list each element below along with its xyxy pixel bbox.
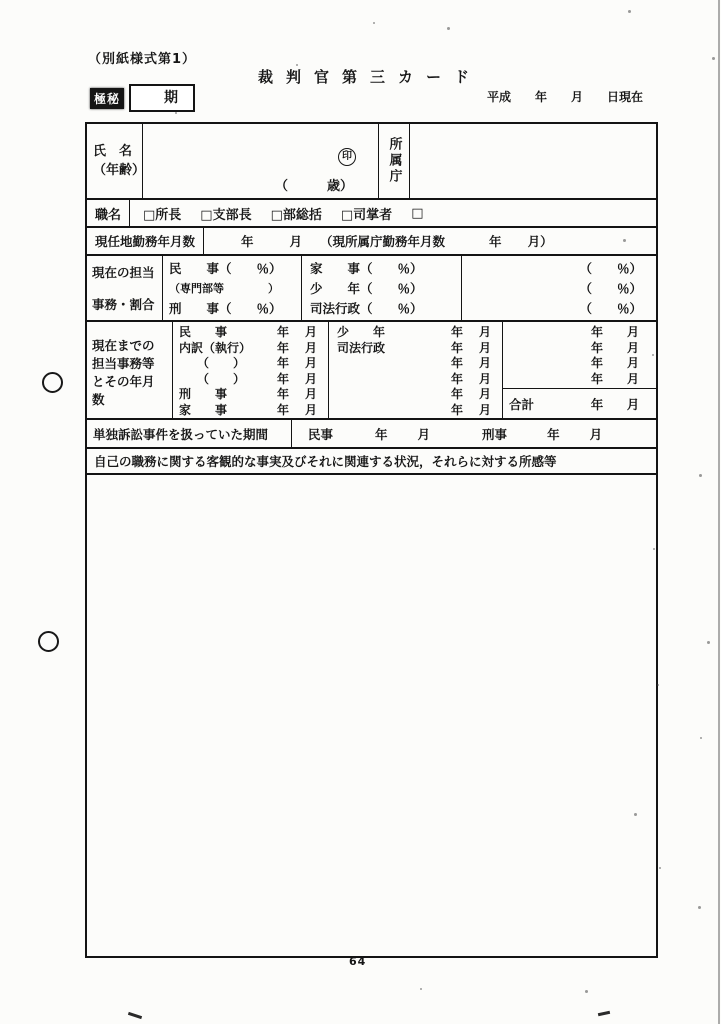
scan-speck — [447, 27, 450, 30]
duty-admin: 司法行政（ ％） — [310, 301, 423, 316]
name-label-line1: 氏 名 — [93, 144, 133, 159]
duty-other-2: （ ％） — [579, 281, 642, 296]
scan-speck — [652, 354, 654, 356]
solo-criminal: 刑事 — [482, 426, 508, 442]
punch-hole — [42, 372, 63, 393]
scan-speck — [175, 112, 177, 114]
duty-other-3: （ ％） — [579, 301, 642, 316]
duty-col-civil — [163, 256, 302, 320]
scan-speck — [698, 906, 701, 909]
scan-speck — [628, 10, 631, 13]
term-number-box — [129, 84, 195, 112]
scan-edge-artifact — [718, 0, 720, 1024]
history-total-row: 合計 年 月 — [503, 388, 656, 418]
date-line — [487, 88, 643, 105]
date-day: 日現在 — [607, 90, 644, 104]
history-row-blank: 年 月 — [450, 387, 491, 401]
history-row-blank: 年 月 — [590, 340, 639, 355]
history-row-breakdown-blank1: （ ） 年 月 — [179, 356, 317, 370]
duty-criminal: 刑 事（ ％） — [169, 301, 282, 316]
current-duty-row — [87, 256, 656, 322]
agency-label: 所属庁 — [379, 124, 410, 198]
history-row-blank: 年 月 — [590, 356, 639, 370]
history-row-blank: 年 月 — [450, 356, 491, 370]
date-year: 年 — [535, 90, 548, 104]
remarks-header-row — [87, 449, 656, 475]
form-box — [85, 122, 658, 958]
history-row — [87, 322, 656, 420]
name-field — [143, 124, 379, 198]
form-title: 裁判官第三カード — [258, 68, 483, 86]
tenure-field — [204, 228, 656, 254]
scan-speck — [420, 988, 422, 990]
history-row-family: 家 事 年 月 — [179, 402, 317, 417]
scan-speck — [623, 239, 626, 242]
duty-col-other — [462, 256, 656, 320]
tenure-year: 年 — [241, 234, 254, 249]
history-row-criminal: 刑 事 年 月 — [179, 387, 317, 401]
duty-family: 家 事（ ％） — [310, 261, 423, 276]
history-row-blank: 年 月 — [450, 371, 491, 386]
name-label — [87, 124, 146, 198]
history-label: 現在までの 担当事務等 とその年月 数 — [87, 322, 173, 418]
duty-other-1: （ ％） — [579, 261, 642, 276]
history-row-blank: 年 月 — [590, 325, 639, 339]
job-title-options — [130, 200, 656, 226]
duty-juvenile: 少 年（ ％） — [310, 281, 423, 296]
solo-cases-label: 単独訴訟事件を扱っていた期間 — [87, 420, 292, 447]
duty-special-division: （専門部等 ） — [169, 282, 279, 295]
solo-cases-field: 民事 年 月 刑事 年 月 — [308, 426, 603, 442]
history-row-breakdown-execution: 内訳（執行） 年 月 — [179, 340, 317, 355]
duty-civil: 民 事（ ％） — [169, 261, 282, 276]
checkbox-option-shishosha: □司掌者 — [340, 207, 393, 223]
history-row-blank: 年 月 — [590, 371, 639, 386]
checkbox-option-blank: □ — [411, 205, 424, 221]
history-row-admin: 司法行政 年 月 — [337, 340, 491, 355]
date-era: 平成 — [487, 90, 512, 104]
history-col3 — [503, 322, 656, 418]
scan-speck — [373, 22, 375, 24]
history-row-civil: 民 事 年 月 — [179, 325, 317, 339]
duty-col-family — [302, 256, 462, 320]
age-suffix: （ 歳） — [275, 179, 354, 194]
scan-speck — [712, 57, 715, 60]
tenure-note: （現所属庁勤務年月数 — [320, 234, 446, 249]
agency-field — [410, 124, 656, 198]
history-col2 — [329, 322, 503, 418]
name-row — [87, 124, 656, 200]
history-col1 — [173, 322, 329, 418]
date-month: 月 — [571, 90, 584, 104]
form-note: （別紙様式第1） — [88, 52, 197, 67]
tenure-row — [87, 228, 656, 256]
history-col3-rows — [503, 322, 656, 388]
scan-speck — [653, 548, 655, 550]
scan-speck — [657, 684, 659, 686]
tenure-label: 現任地勤務年月数 — [87, 228, 204, 254]
scan-speck — [634, 813, 637, 816]
solo-cases-row — [87, 420, 656, 449]
remarks-blank-area — [87, 475, 656, 956]
secret-stamp: 極秘 — [90, 88, 124, 109]
seal-mark-icon: 印 — [338, 148, 356, 166]
scan-speck — [659, 867, 661, 869]
scan-speck — [700, 737, 702, 739]
tenure-note-month: 月） — [527, 234, 553, 249]
name-label-line2: （年齢） — [93, 163, 146, 178]
history-row-blank: 年 月 — [450, 402, 491, 417]
checkbox-option-shocho: □所長 — [143, 207, 182, 223]
scan-speck — [296, 64, 298, 66]
job-title-row — [87, 200, 656, 228]
tenure-note-year: 年 — [489, 234, 502, 249]
scan-speck — [699, 474, 702, 477]
checkbox-option-busokatsu: □部総括 — [270, 207, 322, 223]
total-label: 合計 — [509, 396, 535, 412]
scan-mark — [598, 1011, 610, 1016]
scan-mark — [128, 1012, 142, 1019]
job-title-label: 職名 — [87, 200, 130, 226]
history-row-juvenile: 少 年 年 月 — [337, 325, 491, 339]
term-label: 期 — [164, 90, 178, 106]
punch-hole — [38, 631, 59, 652]
scan-speck — [585, 990, 588, 993]
current-duty-label: 現在の担当 事務・割合 — [87, 256, 163, 320]
tenure-month: 月 — [289, 234, 303, 249]
history-row-breakdown-blank2: （ ） 年 月 — [179, 371, 317, 386]
scan-speck — [707, 641, 710, 644]
solo-civil: 民事 — [308, 426, 334, 442]
checkbox-option-shibucho: □支部長 — [200, 207, 252, 223]
page-number: 64 — [349, 955, 367, 968]
remarks-header: 自己の職務に関する客観的な事実及びそれに関連する状況，それらに対する所感等 — [94, 454, 557, 469]
